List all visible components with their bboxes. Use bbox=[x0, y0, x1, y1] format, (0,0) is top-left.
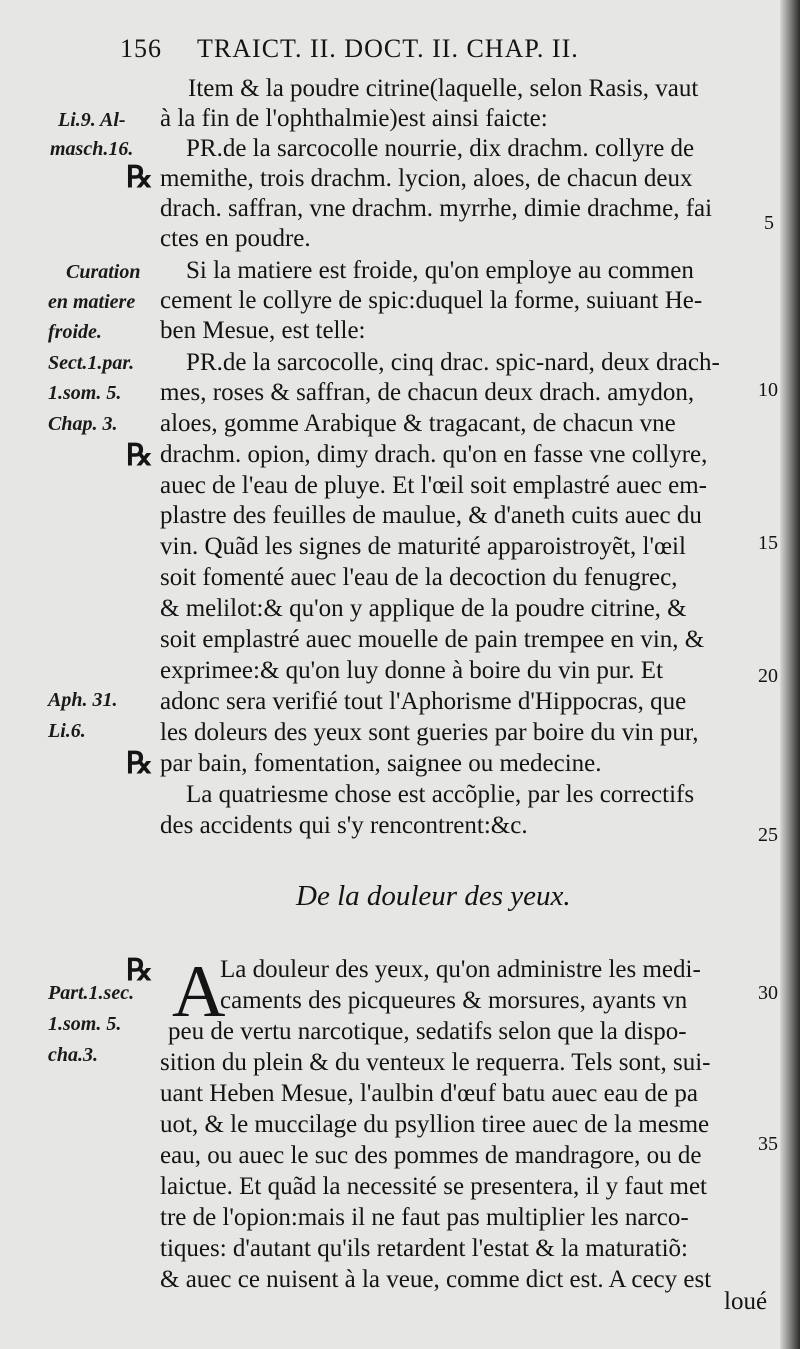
text-line: Item & la poudre citrine(laquelle, selon Rasis, vaut bbox=[188, 75, 699, 102]
margin-note: Li.9. Al- bbox=[58, 109, 126, 131]
text-line: ben Mesue, est telle: bbox=[160, 317, 366, 344]
margin-note: cha.3. bbox=[48, 1044, 98, 1066]
margin-note: Li.6. bbox=[48, 720, 86, 742]
text-line: par bain, fomentation, saignee ou medecine. bbox=[160, 750, 602, 777]
page-number: 156 bbox=[120, 34, 162, 63]
text-line: tiques: d'autant qu'ils retardent l'estat & la maturatiõ: bbox=[160, 1235, 688, 1262]
drop-cap: A bbox=[172, 951, 226, 1033]
line-number: 10 bbox=[758, 379, 778, 401]
margin-note: Sect.1.par. bbox=[48, 352, 135, 374]
running-header bbox=[120, 34, 579, 64]
text-line: les doleurs des yeux sont gueries par boire du vin pur, bbox=[160, 719, 699, 746]
text-line: & auec ce nuisent à la veue, comme dict est. A cecy est bbox=[160, 1266, 712, 1293]
text-line: La quatriesme chose est accõplie, par les correctifs bbox=[186, 781, 695, 808]
margin-note: 1.som. 5. bbox=[48, 382, 122, 404]
margin-note: Part.1.sec. bbox=[48, 982, 135, 1004]
text-line: aloes, gomme Arabique & tragacant, de chacun vne bbox=[160, 410, 676, 437]
text-line: & melilot:& qu'on y applique de la poudre citrine, & bbox=[160, 595, 687, 622]
margin-note: masch.16. bbox=[50, 138, 134, 160]
text-line: plastre des feuilles de maulue, & d'aneth cuits auec du bbox=[160, 502, 702, 529]
text-line: peu de vertu narcotique, sedatifs selon que la dispo- bbox=[168, 1018, 687, 1045]
text-line: tre de l'opion:mais il ne faut pas multiplier les narco- bbox=[160, 1204, 689, 1231]
text-line: soit fomenté auec l'eau de la decoction du fenugrec, bbox=[160, 564, 678, 591]
text-line: mes, roses & saffran, de chacun deux drach. amydon, bbox=[160, 379, 695, 406]
text-line: auec de l'eau de pluye. Et l'œil soit emplastré auec em- bbox=[160, 472, 707, 499]
text-line: ctes en poudre. bbox=[160, 225, 311, 252]
text-line: soit emplastré auec mouelle de pain trempee en vin, & bbox=[160, 626, 705, 653]
text-line: vin. Quãd les signes de maturité apparoistroyẽt, l'œil bbox=[160, 533, 686, 560]
text-line: cement le collyre de spic:duquel la forme, suiuant He- bbox=[160, 287, 703, 314]
text-line: caments des picqueures & morsures, ayants vn bbox=[220, 987, 688, 1014]
recipe-mark: ℞ bbox=[126, 747, 153, 780]
text-line: des accidents qui s'y rencontrent:&c. bbox=[160, 812, 528, 839]
recipe-mark: ℞ bbox=[126, 161, 153, 194]
catchword: loué bbox=[724, 1288, 768, 1315]
text-line: eau, ou auec le suc des pommes de mandragore, ou de bbox=[160, 1142, 702, 1169]
text-line: sition du plein & du venteux le requerra. Tels sont, sui- bbox=[160, 1049, 711, 1076]
recipe-mark: ℞ bbox=[126, 439, 153, 472]
margin-note: Curation bbox=[66, 261, 141, 283]
text-line: memithe, trois drachm. lycion, aloes, de chacun deux bbox=[160, 165, 693, 192]
text-line: laictue. Et quãd la necessité se presentera, il y faut met bbox=[160, 1173, 707, 1200]
margin-note: froide. bbox=[48, 321, 102, 343]
line-number: 20 bbox=[758, 665, 778, 687]
margin-note: en matiere bbox=[48, 291, 136, 313]
text-line: uant Heben Mesue, l'aulbin d'œuf batu auec eau de pa bbox=[160, 1080, 698, 1107]
line-number: 25 bbox=[758, 824, 778, 846]
line-number: 15 bbox=[758, 532, 778, 554]
running-title: TRAICT. II. DOCT. II. CHAP. II. bbox=[197, 34, 579, 63]
text-line: uot, & le muccilage du psyllion tiree auec de la mesme bbox=[160, 1111, 710, 1138]
line-number: 5 bbox=[764, 212, 774, 234]
text-line: Si la matiere est froide, qu'on employe au commen bbox=[186, 257, 694, 284]
text-line: PR.de la sarcocolle nourrie, dix drachm. collyre de bbox=[186, 135, 695, 162]
text-line: adonc sera verifié tout l'Aphorisme d'Hippocras, que bbox=[160, 688, 687, 715]
book-spine-shadow bbox=[780, 0, 800, 1349]
margin-note: Chap. 3. bbox=[48, 413, 118, 435]
section-heading: De la douleur des yeux. bbox=[296, 880, 571, 912]
line-number: 35 bbox=[758, 1133, 778, 1155]
text-line: exprimee:& qu'on luy donne à boire du vin pur. Et bbox=[160, 657, 664, 684]
text-line: PR.de la sarcocolle, cinq drac. spic-nard, deux drach- bbox=[186, 349, 720, 376]
margin-note: Aph. 31. bbox=[48, 689, 118, 711]
recipe-mark: ℞ bbox=[126, 954, 153, 987]
text-line: à la fin de l'ophthalmie)est ainsi faicte: bbox=[160, 105, 548, 132]
line-number: 30 bbox=[758, 982, 778, 1004]
text-line: drachm. opion, dimy drach. qu'on en fasse vne collyre, bbox=[160, 441, 708, 468]
text-line: drach. saffran, vne drachm. myrrhe, dimie drachme, fai bbox=[160, 195, 713, 222]
margin-note: 1.som. 5. bbox=[48, 1013, 122, 1035]
text-line: La douleur des yeux, qu'on administre les medi- bbox=[220, 956, 701, 983]
